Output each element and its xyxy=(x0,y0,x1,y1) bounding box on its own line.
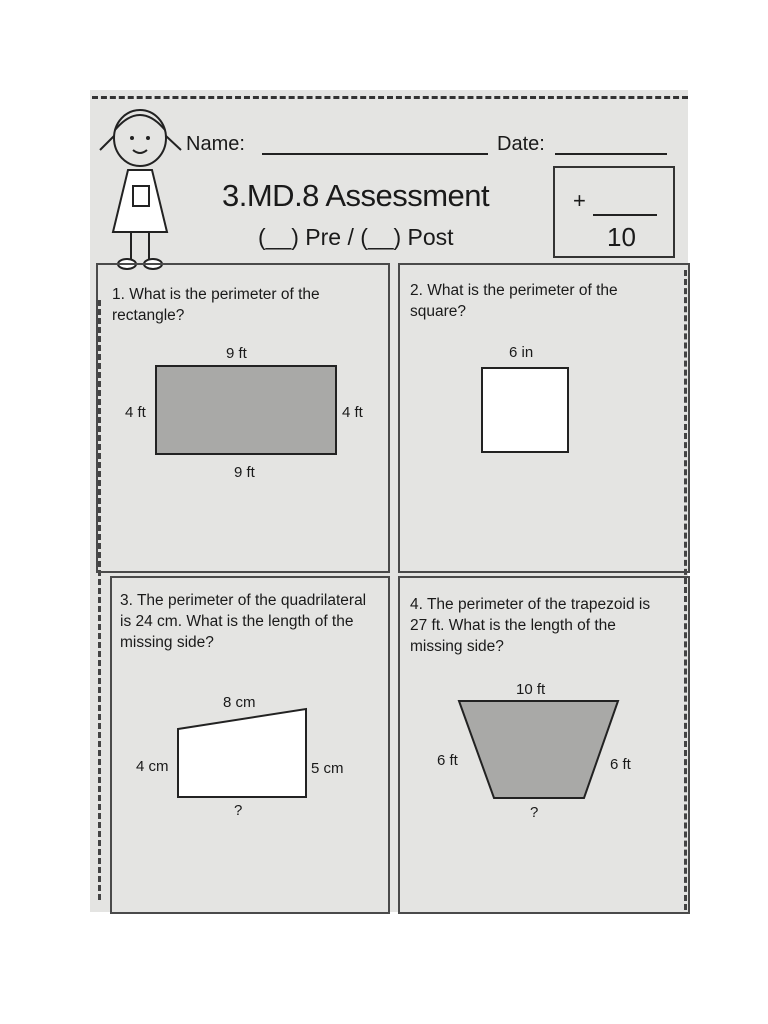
score-plus: + xyxy=(573,188,586,213)
date-label: Date: xyxy=(497,133,545,155)
question-3-bottom-label: ? xyxy=(234,802,243,819)
question-1-left-label: 4 ft xyxy=(125,404,146,421)
name-label: Name: xyxy=(186,133,245,155)
question-3-top-label: 8 cm xyxy=(223,694,256,711)
trapezoid-shape xyxy=(456,698,622,802)
question-3-left-label: 4 cm xyxy=(136,758,169,775)
square-shape xyxy=(478,364,574,456)
question-3-text: 3. The perimeter of the quadrilateral is 24 cm. What is the length of the missing side? xyxy=(120,592,367,651)
question-1-right-label: 4 ft xyxy=(342,404,363,421)
question-1-bottom-label: 9 ft xyxy=(234,464,255,481)
page-title: 3.MD.8 Assessment xyxy=(222,178,490,213)
question-1-text: 1. What is the perimeter of the rectangle? xyxy=(112,286,320,324)
score-denominator: 10 xyxy=(607,222,636,252)
score-box[interactable] xyxy=(553,166,675,258)
question-4-top-label: 10 ft xyxy=(516,681,546,698)
question-2-top-label: 6 in xyxy=(509,344,534,361)
date-field[interactable] xyxy=(555,153,667,155)
pre-post-selector[interactable]: (__) Pre / (__) Post xyxy=(258,224,454,250)
question-1-top-label: 9 ft xyxy=(226,345,247,362)
question-4-text: 4. The perimeter of the trapezoid is 27 ft. What is the length of the missing side? xyxy=(410,596,651,655)
name-field[interactable] xyxy=(262,153,488,155)
question-2-text: 2. What is the perimeter of the square? xyxy=(410,282,618,320)
dashed-border-top xyxy=(92,96,688,99)
question-4-left-label: 6 ft xyxy=(437,752,458,769)
question-3-right-label: 5 cm xyxy=(311,760,344,777)
question-4-right-label: 6 ft xyxy=(610,756,631,773)
score-blank[interactable] xyxy=(593,214,657,216)
quadrilateral-shape xyxy=(174,705,314,803)
question-4-bottom-label: ? xyxy=(530,804,539,821)
rectangle-shape xyxy=(150,360,342,460)
girl-clipart-icon xyxy=(95,100,185,275)
